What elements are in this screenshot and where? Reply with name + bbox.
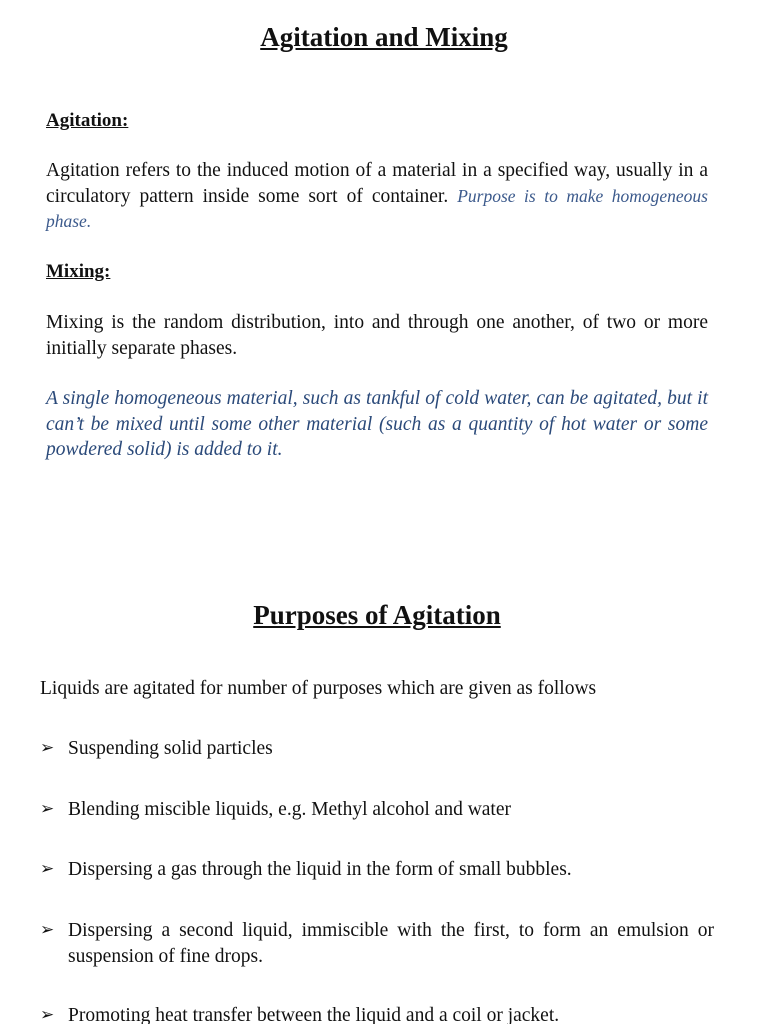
list-item-text: Blending miscible liquids, e.g. Methyl alcohol and water bbox=[68, 799, 511, 820]
arrow-bullet-icon: ➢ bbox=[40, 1005, 55, 1024]
purposes-heading bbox=[0, 600, 754, 631]
purposes-heading-text: Purposes of Agitation bbox=[253, 600, 501, 630]
purposes-intro: Liquids are agitated for number of purposes which are given as follows bbox=[40, 678, 597, 699]
arrow-bullet-icon: ➢ bbox=[40, 799, 55, 819]
arrow-bullet-icon: ➢ bbox=[40, 738, 55, 758]
list-item-text: Dispersing a gas through the liquid in the form of small bubbles. bbox=[68, 859, 572, 880]
list-item-text: Promoting heat transfer between the liquid and a coil or jacket. bbox=[68, 1005, 560, 1024]
agitation-heading: Agitation: bbox=[46, 110, 129, 131]
list-item-text: Suspending solid particles bbox=[68, 738, 273, 759]
list-item-text: Dispersing a second liquid, immiscible with the first, to form an emulsion or suspension of fine drops. bbox=[68, 920, 714, 967]
mixing-example: A single homogeneous material, such as tankful of cold water, can be agitated, but it can’t be mixed until some other material (such as a quantity of hot water or some powdered solid) is added to it. bbox=[46, 388, 708, 460]
mixing-definition: Mixing is the random distribution, into and through one another, of two or more initially separate phases. bbox=[46, 312, 708, 359]
agitation-definition bbox=[46, 158, 708, 235]
arrow-bullet-icon: ➢ bbox=[40, 859, 55, 879]
mixing-heading: Mixing: bbox=[46, 261, 111, 282]
agitation-purpose: Purpose is to make homogeneous phase. bbox=[46, 185, 708, 231]
arrow-bullet-icon: ➢ bbox=[40, 920, 55, 940]
page-title: Agitation and Mixing bbox=[260, 22, 508, 52]
agitation-text: Agitation refers to the induced motion of a material in a specified way, usually in a circulatory pattern inside some sort of container. bbox=[46, 160, 708, 207]
